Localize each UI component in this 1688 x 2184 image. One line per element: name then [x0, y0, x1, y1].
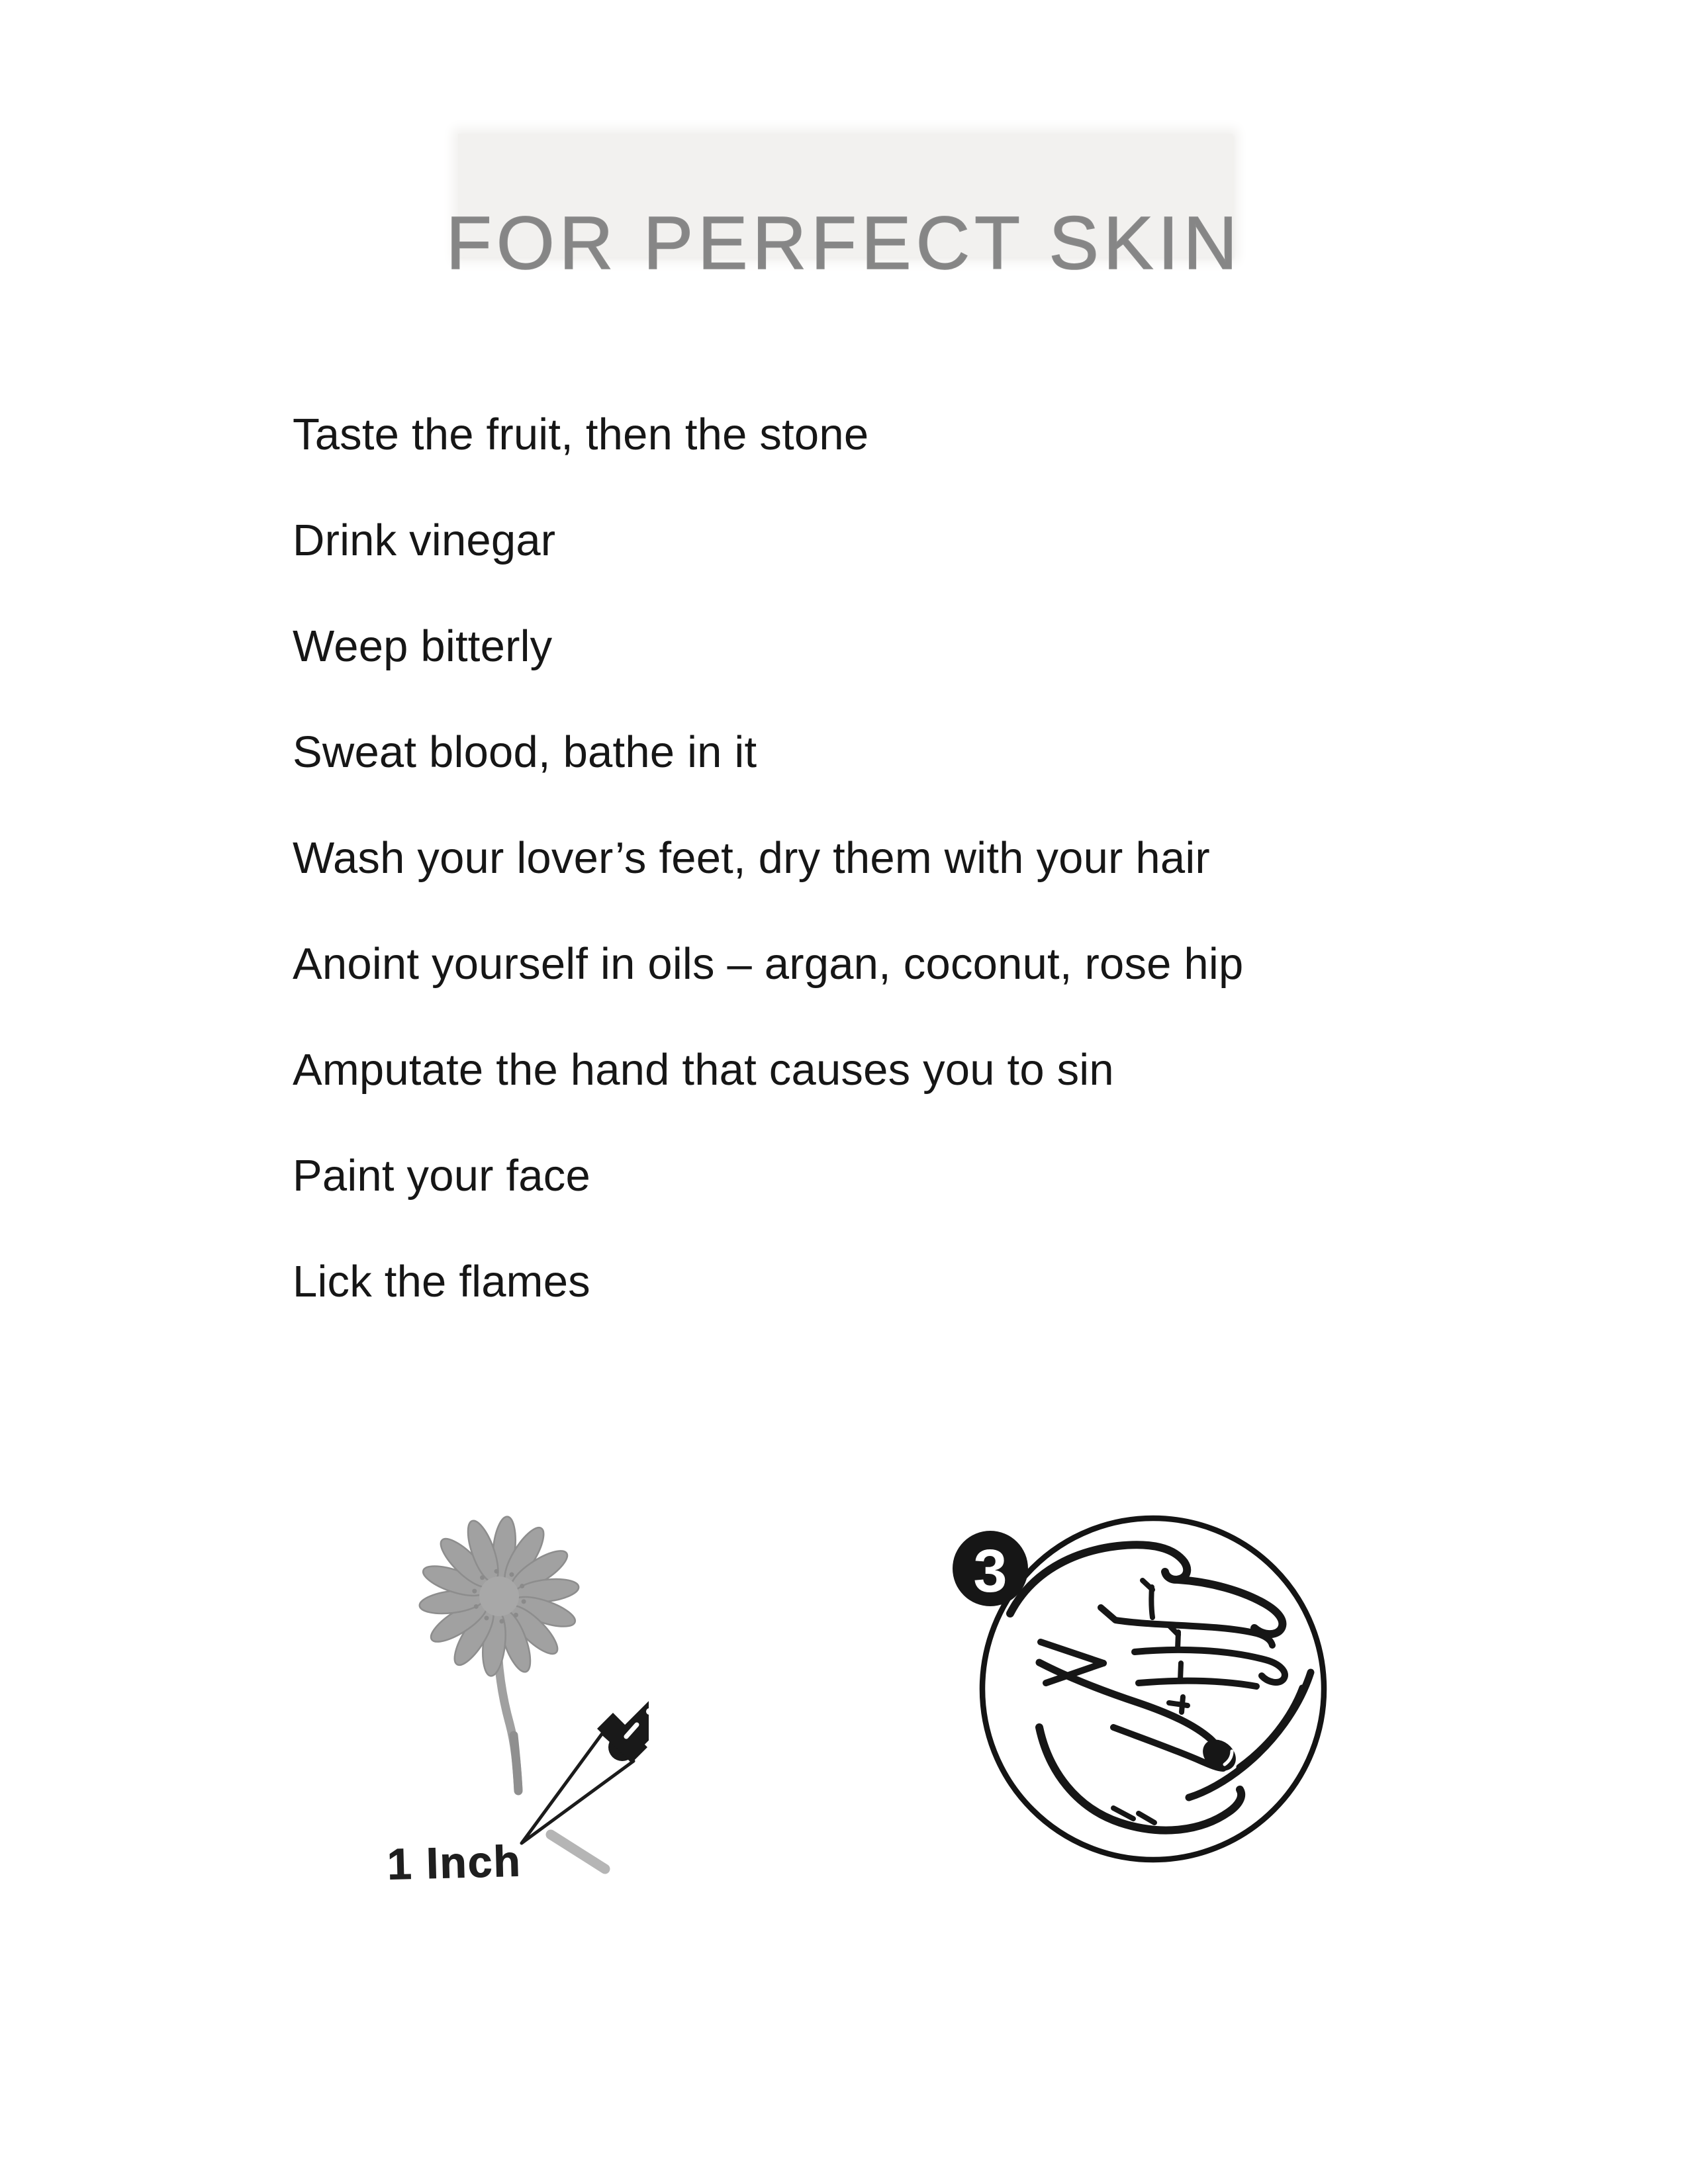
poem-line: Anoint yourself in oils – argan, coconut, rose hip — [293, 939, 1244, 989]
poem-line: Paint your face — [293, 1151, 590, 1201]
poem-line: Drink vinegar — [293, 516, 556, 565]
poem-line: Sweat blood, bathe in it — [293, 727, 757, 777]
flower-base-dot — [499, 1619, 504, 1623]
knife-shadow-line — [551, 1835, 605, 1869]
flower-base-dot — [474, 1604, 479, 1609]
cupped-hand-illustration — [940, 1509, 1337, 1880]
daisy-flower-icon — [418, 1516, 580, 1677]
poem — [293, 412, 1243, 1365]
step-badge-number: 3 — [973, 1537, 1008, 1605]
flower-center-disc — [479, 1576, 519, 1616]
flower-base-dot — [480, 1575, 485, 1580]
flower-figure-caption: 1 Inch — [387, 1836, 522, 1889]
poem-line: Taste the fruit, then the stone — [293, 410, 869, 459]
flower-stem-shade — [514, 1735, 518, 1791]
illustration-circle-border — [982, 1518, 1324, 1860]
flower-base-dot — [510, 1572, 514, 1577]
poem-line: Lick the flames — [293, 1257, 590, 1306]
knife-icon — [522, 1666, 649, 1843]
page-title: FOR PERFECT SKIN — [445, 201, 1243, 285]
poem-line: Amputate the hand that causes you to sin — [293, 1045, 1114, 1095]
flower-base-dot — [494, 1569, 499, 1574]
flower-base-dot — [485, 1615, 489, 1620]
poem-line: Wash your lover’s feet, dry them with your hair — [293, 833, 1210, 883]
poem-line: Weep bitterly — [293, 621, 553, 671]
flower-and-knife-illustration — [357, 1482, 649, 1880]
flower-base-dot — [472, 1589, 477, 1594]
flower-base-dot — [514, 1613, 518, 1617]
flower-base-dot — [520, 1584, 524, 1588]
hand-line-drawing — [1010, 1545, 1311, 1830]
flower-base-dot — [522, 1599, 526, 1604]
step-badge — [953, 1531, 1028, 1606]
